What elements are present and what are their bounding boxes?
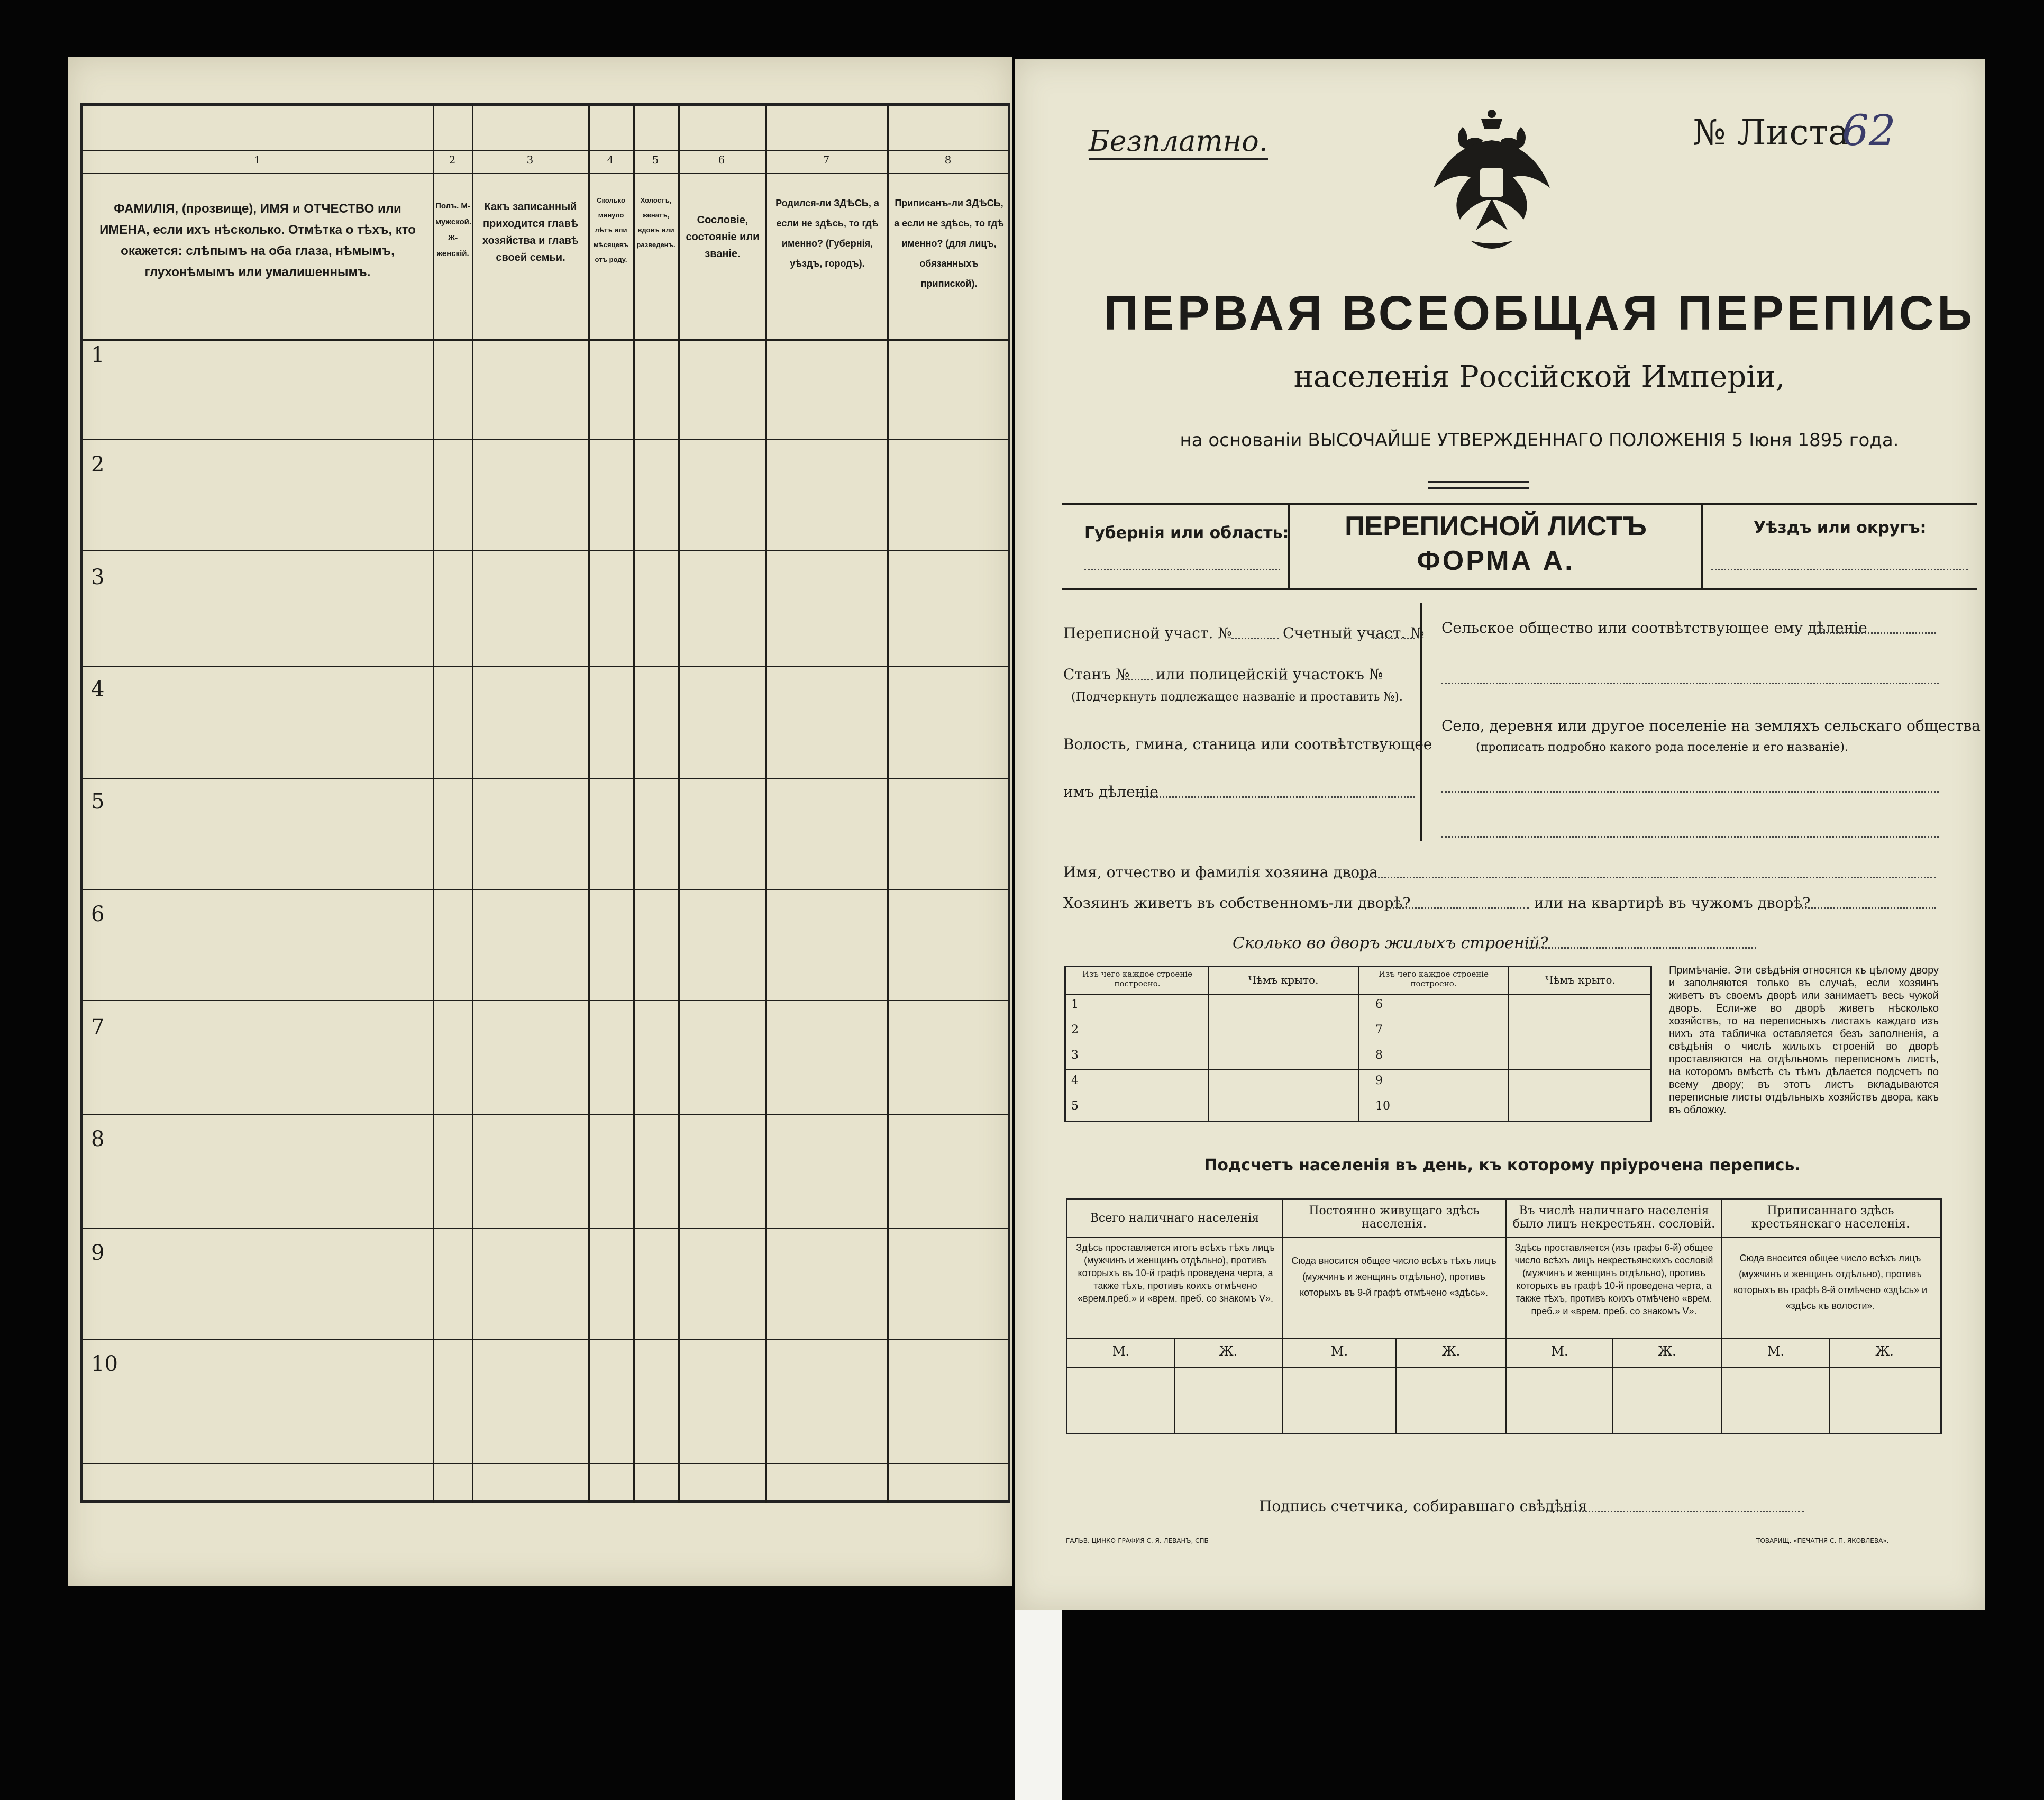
building-row-6: 6 bbox=[1375, 998, 1383, 1011]
col-number-2: 2 bbox=[449, 153, 456, 166]
row-number-8: 8 bbox=[91, 1127, 105, 1151]
row-number-1: 1 bbox=[91, 343, 105, 367]
rural-society-label: Сельское общество или соотвѣтствующее ему дѣленіе bbox=[1441, 619, 1867, 637]
building-row-9: 9 bbox=[1375, 1074, 1383, 1087]
header-registration: Приписанъ-ли ЗДѢСЬ, а если не здѣсь, то гдѣ именно? (для лицъ, обязанныхъ припиской). bbox=[894, 198, 1004, 289]
row-number-4: 4 bbox=[91, 677, 105, 702]
count-col-1-header: Всего наличнаго населенія bbox=[1090, 1212, 1260, 1225]
header-relation: Какъ записанный приходится главѣ хозяйства и главѣ своей семьи. bbox=[482, 201, 579, 263]
census-area-label: Переписной участ. № bbox=[1063, 624, 1232, 642]
volost-label-2: имъ дѣленіе bbox=[1063, 783, 1158, 801]
owner-lives-label: Хозяинъ живетъ въ собственномъ-ли дворѣ? bbox=[1063, 894, 1411, 912]
sheet-number-label: № Листа bbox=[1693, 112, 1849, 153]
header-birthplace: Родился-ли ЗДѢСЬ, а если не здѣсь, то гдѣ именно? (Губернія, уѣздъ, городъ). bbox=[775, 198, 879, 269]
owner-label: Имя, отчество и фамилія хозяина двора bbox=[1063, 863, 1378, 881]
header-estate: Сословіе, состояніе или званіе. bbox=[686, 214, 760, 260]
row-number-5: 5 bbox=[91, 789, 105, 814]
building-row-3: 3 bbox=[1071, 1049, 1079, 1062]
stan-label: Станъ № bbox=[1063, 666, 1130, 683]
printer-left: ГАЛЬВ. ЦИНКО-ГРАФИЯ С. Я. ЛЕВАНЪ, СПБ bbox=[1066, 1537, 1209, 1544]
imperial-eagle-icon bbox=[1428, 108, 1555, 262]
signature-label: Подпись счетчика, собиравшаго свѣдѣнія bbox=[1259, 1497, 1587, 1515]
building-note: Примѣчаніе. Эти свѣдѣнія относятся къ цѣлому двору и заполняются только въ случаѣ, если хозяинъ живетъ въ своемъ дворѣ или занимаетъ весь чужой дворъ. Если-же во дворѣ живетъ нѣсколько хозяйствъ, то на переписныхъ листахъ каждаго изъ нихъ эта табличка оставляется безъ заполненія, а свѣдѣнія о числѣ жилыхъ строеній во дворѣ проставляются на отдѣльномъ переписномъ листѣ, на которомъ вмѣстѣ съ тѣмъ дѣлается подсчетъ по всему двору; въ этотъ листъ вкладываются переписные листы отдѣльныхъ хозяйствъ двора, какъ въ обложку. bbox=[1669, 965, 1939, 1116]
building-col-roof-left: Чѣмъ крыто. bbox=[1248, 974, 1319, 986]
building-table bbox=[1064, 966, 1652, 1122]
building-row-8: 8 bbox=[1375, 1049, 1383, 1062]
header-sex: Полъ. М-мужской. Ж-женскій. bbox=[435, 202, 472, 258]
male-label-2: М. bbox=[1330, 1344, 1348, 1359]
col-number-4: 4 bbox=[607, 153, 614, 166]
row-number-6: 6 bbox=[91, 902, 105, 926]
row-number-9: 9 bbox=[91, 1241, 105, 1265]
building-row-5: 5 bbox=[1071, 1099, 1079, 1113]
count-col-4-header: Приписаннаго здѣсь крестьянскаго населенія. bbox=[1751, 1204, 1910, 1231]
col-number-7: 7 bbox=[823, 153, 830, 166]
printer-right: ТОВАРИЩ. «ПЕЧАТНЯ С. П. ЯКОВЛЕВА». bbox=[1756, 1537, 1889, 1544]
province-label: Губернія или область: bbox=[1084, 524, 1289, 542]
count-title: Подсчетъ населенія въ день, къ которому пріурочена перепись. bbox=[1204, 1156, 1801, 1175]
buildings-label: Сколько во дворъ жилыхъ строеній? bbox=[1233, 934, 1548, 952]
population-count-table bbox=[1066, 1198, 1942, 1434]
ornament-divider bbox=[1428, 481, 1529, 489]
building-col-roof-right: Чѣмъ крыто. bbox=[1545, 974, 1616, 986]
count-col-2-header: Постоянно живущаго здѣсь населенія. bbox=[1309, 1204, 1480, 1231]
female-label-4: Ж. bbox=[1875, 1344, 1894, 1359]
village-label: Село, деревня или другое поселеніе на земляхъ сельскаго общества bbox=[1441, 717, 1981, 734]
district-label: Уѣздъ или округъ: bbox=[1754, 519, 1927, 537]
row-number-2: 2 bbox=[91, 452, 105, 477]
form-subtitle: ФОРМА А. bbox=[1417, 546, 1575, 576]
village-note: (прописать подробно какого рода поселеніе и его названіе). bbox=[1476, 741, 1848, 754]
col-number-1: 1 bbox=[254, 153, 261, 166]
building-row-1: 1 bbox=[1071, 998, 1079, 1011]
female-label-1: Ж. bbox=[1219, 1344, 1238, 1359]
male-label-4: М. bbox=[1767, 1344, 1785, 1359]
counting-area-label: Счетный участ. № bbox=[1283, 624, 1425, 642]
underline-note: (Подчеркнуть подлежащее названіе и проставить №). bbox=[1071, 690, 1403, 704]
census-table bbox=[80, 103, 1010, 1503]
volost-label: Волость, гмина, станица или соотвѣтствующее bbox=[1063, 735, 1432, 753]
count-col-3-body: Здѣсь проставляется (изъ графы 6-й) общее число всѣхъ лицъ некрестьянскихъ сословій (мужчинъ и женщинъ отдѣльно), противъ которыхъ въ графѣ 10-й проведена черта, а также тѣхъ, противъ коихъ отмѣчено «врем. преб.» и «врем. преб. со знакомъ V». bbox=[1514, 1242, 1713, 1316]
police-label: или полицейскій участокъ № bbox=[1156, 666, 1383, 683]
rented-label: или на квартирѣ въ чужомъ дворѣ? bbox=[1534, 894, 1811, 912]
female-label-3: Ж. bbox=[1658, 1344, 1676, 1359]
building-row-10: 10 bbox=[1375, 1099, 1390, 1113]
building-col-material-right: Изъ чего каждое строеніе построено. bbox=[1379, 969, 1489, 988]
building-row-4: 4 bbox=[1071, 1074, 1079, 1087]
header-name: ФАМИЛІЯ, (прозвище), ИМЯ и ОТЧЕСТВО или ИМЕНА, если ихъ нѣсколько. Отмѣтка о тѣхъ, кто окажется: слѣпымъ на оба глаза, нѣмымъ, глухонѣмымъ или умалишеннымъ. bbox=[99, 202, 416, 279]
col-number-8: 8 bbox=[944, 153, 952, 166]
col-number-3: 3 bbox=[526, 153, 534, 166]
row-number-10: 10 bbox=[91, 1352, 118, 1376]
free-label: Безплатно. bbox=[1089, 124, 1268, 160]
female-label-2: Ж. bbox=[1441, 1344, 1461, 1359]
count-col-1-body: Здѣсь проставляется итогъ всѣхъ тѣхъ лицъ (мужчинъ и женщинъ отдѣльно), противъ которыхъ въ 10-й графѣ проведена черта, а также тѣхъ, противъ коихъ отмѣчено «врем.преб.» и «врем. преб. со знакомъ V». bbox=[1076, 1242, 1275, 1304]
census-title: ПЕРВАЯ ВСЕОБЩАЯ ПЕРЕПИСЬ bbox=[1103, 286, 1976, 340]
form-title: ПЕРЕПИСНОЙ ЛИСТЪ bbox=[1345, 511, 1647, 542]
count-col-4-body: Сюда вносится общее число всѣхъ лицъ (мужчинъ и женщинъ отдѣльно), противъ которыхъ въ графѣ 8-й отмѣчено «здѣсь» и «здѣсь къ волости». bbox=[1733, 1253, 1928, 1311]
building-row-2: 2 bbox=[1071, 1023, 1079, 1037]
count-col-2-body: Сюда вносится общее число всѣхъ тѣхъ лицъ (мужчинъ и женщинъ отдѣльно), противъ которыхъ въ 9-й графѣ отмѣчено «здѣсь». bbox=[1291, 1256, 1496, 1298]
building-col-material-left: Изъ чего каждое строеніе построено. bbox=[1082, 969, 1192, 988]
building-row-7: 7 bbox=[1375, 1023, 1383, 1037]
header-marital: Холостъ, женатъ, вдовъ или разведенъ. bbox=[636, 196, 676, 249]
sheet-number-value: 62 bbox=[1842, 106, 1896, 155]
census-subtitle: населенія Россійской Имперіи, bbox=[1293, 360, 1785, 394]
male-label-3: М. bbox=[1551, 1344, 1568, 1359]
male-label-1: М. bbox=[1112, 1344, 1130, 1359]
count-col-3-header: Въ числѣ наличнаго населенія было лицъ некрестьян. сословій. bbox=[1512, 1204, 1716, 1231]
col-number-6: 6 bbox=[718, 153, 725, 166]
row-number-7: 7 bbox=[91, 1015, 105, 1039]
header-age: Сколько минуло лѣтъ или мѣсяцевъ отъ роду. bbox=[594, 196, 628, 263]
row-number-3: 3 bbox=[91, 565, 105, 589]
census-basis: на основаніи ВЫСОЧАЙШЕ УТВЕРЖДЕННАГО ПОЛОЖЕНІЯ 5 Іюня 1895 года. bbox=[1180, 430, 1899, 451]
col-number-5: 5 bbox=[652, 153, 659, 166]
